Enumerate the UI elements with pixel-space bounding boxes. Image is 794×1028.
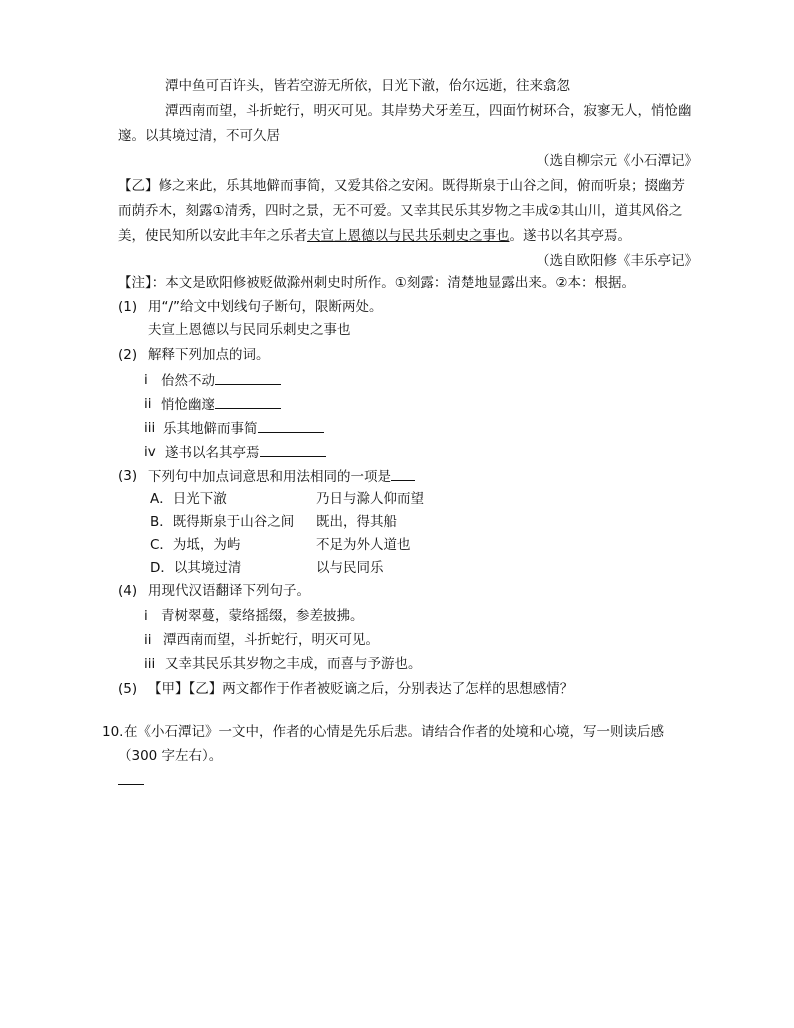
passage-yi-line-3-pre: 美，使民知所以安此丰年之乐者 xyxy=(118,228,307,244)
question-2-item-number: iv xyxy=(144,444,156,460)
question-3-text: 下列句中加点词意思和用法相同的一项是 xyxy=(148,469,391,485)
option-a-right: 乃日与滁人仰而望 xyxy=(316,491,424,507)
question-2-item-text: 佁然不动 xyxy=(161,373,215,389)
answer-blank[interactable] xyxy=(260,442,326,457)
question-2-item xyxy=(165,442,326,463)
question-5-text: 【甲】【乙】两文都作于作者被贬谪之后，分别表达了怎样的思想感情？ xyxy=(148,681,574,697)
question-4-item-text: 又幸其民乐其岁物之丰成，而喜与予游也。 xyxy=(165,656,422,672)
passage-yi-line-2: 而荫乔木，刻露①清秀，四时之景，无不可爱。又幸其民乐其岁物之丰成②其山川，道其风俗之 xyxy=(118,203,683,219)
question-2-item-text: 遂书以名其亭焉 xyxy=(165,445,260,461)
question-4-item-text: 潭西南而望，斗折蛇行，明灭可见。 xyxy=(163,632,379,648)
question-5-number: (5) xyxy=(118,681,138,697)
passage-yi-line-3 xyxy=(118,226,631,246)
note: 【注】：本文是欧阳修被贬做滁州刺史时所作。①刻露：清楚地显露出来。②本：根据。 xyxy=(118,275,635,291)
question-4-item-number: i xyxy=(144,608,148,624)
question-1-text: 用“/”给文中划线句子断句，限断两处。 xyxy=(148,299,383,315)
question-4-text: 用现代汉语翻译下列句子。 xyxy=(148,583,310,599)
option-c-left[interactable]: C．为坻，为屿 xyxy=(150,537,241,553)
option-c-right: 不足为外人道也 xyxy=(316,537,411,553)
passage-yi-line-1: 【乙】修之来此，乐其地僻而事简，又爱其俗之安闲。既得斯泉于山谷之间，俯而听泉；掇幽芳 xyxy=(118,178,685,194)
question-10-answer-blank[interactable] xyxy=(118,770,144,791)
question-4-item-text: 青树翠蔓，蒙络摇缀，参差披拂。 xyxy=(161,608,364,624)
option-d-left[interactable]: D．以其境过清 xyxy=(150,560,242,576)
question-1-number: (1) xyxy=(118,299,138,315)
question-2-item xyxy=(163,418,324,439)
question-2-item-number: iii xyxy=(144,420,156,436)
answer-blank[interactable] xyxy=(391,466,415,481)
passage-jia-source: （选自柳宗元《小石潭记》 xyxy=(536,153,698,169)
option-b-left[interactable]: B．既得斯泉于山谷之间 xyxy=(150,514,295,530)
question-3-number: (3) xyxy=(118,468,138,484)
passage-yi-source: （选自欧阳修《丰乐亭记》 xyxy=(536,253,698,269)
question-2-item-number: ii xyxy=(144,396,152,412)
option-a-left[interactable]: A．日光下澈 xyxy=(150,491,227,507)
question-2-item xyxy=(161,394,281,415)
option-b-right: 既出，得其船 xyxy=(316,514,397,530)
question-1-sentence: 夫宣上恩德以与民同乐刺史之事也 xyxy=(148,322,351,338)
question-2-number: (2) xyxy=(118,347,138,363)
answer-blank[interactable] xyxy=(215,370,281,385)
question-4-number: (4) xyxy=(118,583,138,599)
question-4-item-number: ii xyxy=(144,632,152,648)
answer-blank[interactable] xyxy=(118,770,144,785)
question-2-item-text: 乐其地僻而事简 xyxy=(163,421,258,437)
option-d-right: 以与民同乐 xyxy=(316,560,384,576)
question-2-item-number: i xyxy=(144,372,148,388)
answer-blank[interactable] xyxy=(215,394,281,409)
question-10-line-1: 在《小石潭记》一文中，作者的心情是先乐后悲。请结合作者的处境和心境，写一则读后感 xyxy=(124,724,664,740)
question-10-line-2: （300 字左右）。 xyxy=(118,748,223,764)
passage-jia-line-3: 邃。以其境过清，不可久居 xyxy=(118,128,280,144)
question-2-item-text: 悄怆幽邃 xyxy=(161,397,215,413)
passage-jia-line-1: 潭中鱼可百许头，皆若空游无所依，日光下澈，佁尔远逝，往来翕忽 xyxy=(165,78,570,94)
question-3 xyxy=(148,466,415,487)
answer-blank[interactable] xyxy=(258,418,324,433)
question-10-number: 10. xyxy=(102,724,124,740)
question-4-item-number: iii xyxy=(144,656,156,672)
question-2-text: 解释下列加点的词。 xyxy=(148,347,270,363)
underlined-sentence: 夫宣上恩德以与民共乐刺史之事也 xyxy=(307,228,510,244)
passage-jia-line-2: 潭西南而望，斗折蛇行，明灭可见。其岸势犬牙差互，四面竹树环合，寂寥无人，悄怆幽 xyxy=(165,103,692,119)
passage-yi-line-3-post: 。遂书以名其亭焉。 xyxy=(509,228,631,244)
question-2-item xyxy=(161,370,281,391)
